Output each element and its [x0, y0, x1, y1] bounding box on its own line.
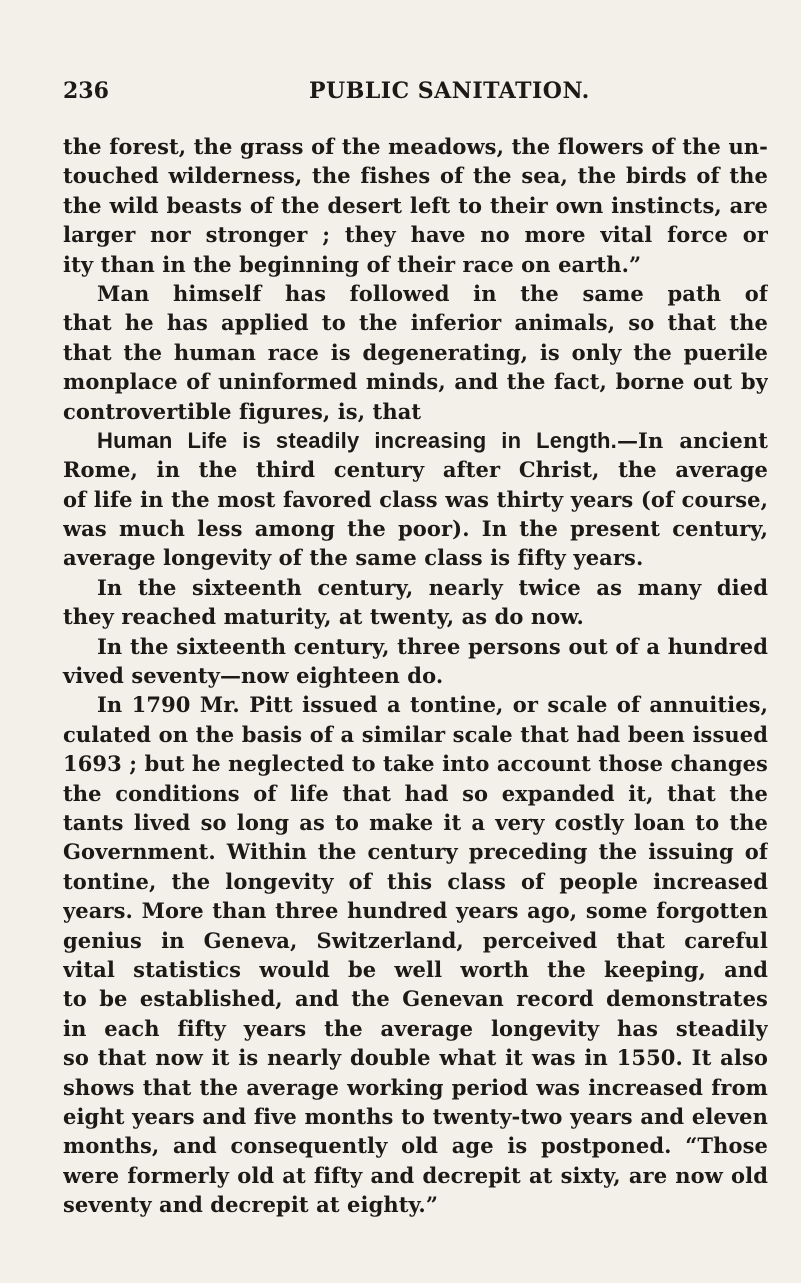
text-line: tants lived so long as to make it a very costly loan to the [63, 809, 768, 835]
text-line: genius in Geneva, Switzerland, perceived that careful [63, 927, 768, 953]
text-line: that the human race is degenerating, is only the puerile [63, 339, 768, 365]
text-line: so that now it is nearly double what it was in 1550. It also [63, 1045, 768, 1071]
text-line: Government. Within the century preceding the issuing of [63, 839, 768, 865]
text-line: that he has applied to the inferior animals, so that the [63, 310, 768, 336]
text-line: the wild beasts of the desert left to their own instincts, are [63, 192, 768, 218]
heading-continuation: —In ancient [616, 427, 768, 453]
text-line: In the sixteenth century, nearly twice as many died [97, 574, 768, 600]
text-line: the conditions of life that had so expanded it, that the [63, 780, 768, 806]
text-line: touched wilderness, the fishes of the sea, the birds of the [63, 163, 768, 189]
text-line: eight years and five months to twenty-two years and eleven [63, 1103, 768, 1129]
text-line: tontine, the longevity of this class of people increased [63, 868, 768, 894]
text-line: monplace of uninformed minds, and the fact, borne out by [63, 369, 768, 395]
page-number: 236 [63, 78, 109, 104]
text-line: In the sixteenth century, three persons out of a hundred [97, 633, 768, 659]
running-title: PUBLIC SANITATION. [309, 78, 590, 104]
text-line: controvertible figures, is, that [63, 398, 422, 424]
text-line: 1693 ; but he neglected to take into account those changes [63, 751, 768, 777]
text-line: culated on the basis of a similar scale that had been issued [63, 721, 768, 747]
text-line: seventy and decrepit at eighty.” [63, 1192, 439, 1218]
text-line: months, and consequently old age is postponed. “Those [63, 1133, 768, 1159]
text-line: vital statistics would be well worth the keeping, and [63, 956, 768, 982]
text-line: the forest, the grass of the meadows, the flowers of the un- [63, 134, 768, 159]
text-line: larger nor stronger ; they have no more vital force or [63, 222, 768, 248]
text-line: were formerly old at fifty and decrepit at sixty, are now old [63, 1162, 768, 1188]
text-line: in each fifty years the average longevity has steadily [63, 1015, 768, 1041]
text-line: years. More than three hundred years ago, some forgotten [63, 898, 768, 924]
text-line: of life in the most favored class was thirty years (of course, [63, 486, 768, 512]
text-line: In 1790 Mr. Pitt issued a tontine, or scale of annuities, [97, 692, 768, 718]
body-text [63, 132, 768, 1219]
text-line: vived seventy—now eighteen do. [63, 663, 444, 689]
text-line: to be established, and the Genevan record demonstrates [63, 986, 768, 1012]
running-header [63, 78, 763, 108]
text-line: they reached maturity, at twenty, as do now. [63, 604, 584, 630]
section-heading: Human Life is steadily increasing in Length. [97, 427, 617, 453]
section-heading-line [63, 426, 768, 455]
text-line: Rome, in the third century after Christ, the average [63, 457, 768, 483]
text-line: average longevity of the same class is fifty years. [63, 545, 644, 571]
text-line: was much less among the poor). In the present century, [63, 516, 768, 542]
text-line: shows that the average working period was increased from [63, 1074, 768, 1100]
text-line: Man himself has followed in the same path of [97, 280, 768, 306]
text-line: ity than in the beginning of their race on earth.” [63, 251, 642, 277]
